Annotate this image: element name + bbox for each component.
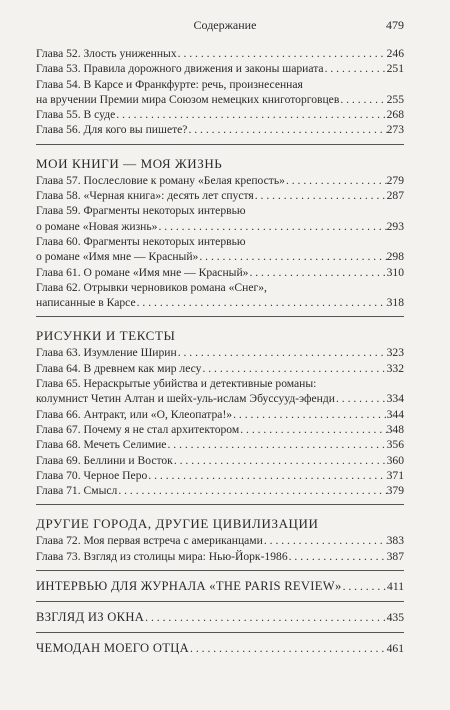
dot-leader [288, 549, 387, 564]
toc-entry-page: 246 [386, 47, 404, 60]
toc-entry [36, 391, 404, 406]
toc-entry-page: 255 [386, 92, 404, 106]
dot-leader [248, 265, 386, 280]
toc-entry [36, 107, 404, 122]
dot-leader [115, 107, 386, 122]
toc-entry [36, 173, 404, 188]
toc-entry-page: 344 [386, 407, 404, 421]
major-entry-title: ИНТЕРВЬЮ ДЛЯ ЖУРНАЛА «THE PARIS REVIEW» [36, 579, 342, 594]
dot-leader [239, 422, 386, 437]
toc-entry-title: Глава 69. Беллини и Восток [36, 453, 173, 467]
dot-leader [285, 173, 387, 188]
page-number: 479 [386, 18, 404, 32]
section-divider [36, 570, 404, 571]
toc-entry-page: 273 [386, 123, 404, 137]
toc-entry-page: 360 [386, 453, 404, 467]
dot-leader [177, 46, 387, 61]
dot-leader [166, 437, 386, 452]
dot-leader [144, 609, 386, 627]
toc-entry-title: Глава 56. Для кого вы пишете? [36, 123, 188, 137]
toc-entry-page: 318 [386, 296, 404, 310]
toc-entry-page: 268 [386, 108, 404, 122]
toc-entry-title-cont: на вручении Премии мира Союзом немецких книготорговцев [36, 92, 340, 106]
toc-major-entry [36, 608, 404, 626]
dot-leader [339, 92, 386, 107]
toc-entry [36, 188, 404, 203]
toc-entry-title-cont: написанные в Карсе [36, 296, 136, 310]
toc-entry-title: Глава 72. Моя первая встреча с американцами [36, 534, 263, 548]
dot-leader [324, 61, 387, 76]
toc-entry-title: Глава 65. Нераскрытые убийства и детективные романы: [36, 377, 317, 391]
toc-entry-page: 371 [386, 468, 404, 482]
toc-entry-page: 387 [386, 549, 404, 563]
dot-leader [335, 391, 387, 406]
toc-entry [36, 295, 404, 310]
toc-entry-page: 323 [386, 346, 404, 360]
toc-entry-title: Глава 52. Злость униженных [36, 47, 177, 60]
major-entry-title: ЧЕМОДАН МОЕГО ОТЦА [36, 641, 190, 656]
dot-leader [173, 453, 387, 468]
running-title: Содержание [193, 18, 257, 32]
toc-entry-page: 298 [386, 250, 404, 264]
toc-entry [36, 61, 404, 76]
toc-entry [36, 468, 404, 483]
dot-leader [198, 249, 386, 264]
toc-entry [36, 46, 404, 61]
section-divider [36, 144, 404, 145]
toc-entry-title-cont: колумнист Четин Алтан и шейх-уль-ислам Эбуссууд-эфенди [36, 392, 335, 406]
section-divider [36, 504, 404, 505]
toc-entry [36, 361, 404, 376]
dot-leader [117, 483, 386, 498]
toc-major-entry [36, 577, 404, 595]
toc-entry [36, 533, 404, 548]
toc-entry-page: 348 [386, 422, 404, 436]
toc-entry [36, 219, 404, 234]
toc-entry-page: 293 [386, 219, 404, 233]
toc-entry-title: Глава 53. Правила дорожного движения и законы шариата [36, 62, 324, 76]
toc-entry [36, 92, 404, 107]
section-divider [36, 601, 404, 602]
toc-entry-page: 310 [386, 265, 404, 279]
toc-entry-title: Глава 55. В суде [36, 108, 116, 122]
dot-leader [147, 468, 386, 483]
section-title-other-cities: ДРУГИЕ ГОРОДА, ДРУГИЕ ЦИВИЛИЗАЦИИ [36, 516, 319, 532]
toc-entry [36, 549, 404, 564]
toc-entry-title: Глава 71. Смысл [36, 484, 118, 498]
major-entry-title: ВЗГЛЯД ИЗ ОКНА [36, 610, 145, 625]
toc-entry-title: Глава 68. Мечеть Селимие [36, 438, 167, 452]
section-title-drawings: РИСУНКИ И ТЕКСТЫ [36, 328, 176, 344]
running-header [0, 18, 450, 34]
toc-major-entry [36, 639, 404, 657]
dot-leader [254, 188, 387, 203]
dot-leader [189, 640, 387, 658]
dot-leader [136, 295, 387, 310]
toc-entry-title: Глава 73. Взгляд из столицы мира: Нью-Йорк-1986 [36, 549, 288, 563]
toc-entry-title: Глава 62. Отрывки черновиков романа «Снег», [36, 280, 267, 294]
toc-entry-title: Глава 54. В Карсе и Франкфурте: речь, произнесенная [36, 77, 303, 91]
toc-entry-title: Глава 63. Изумление Ширин [36, 346, 177, 360]
table-of-contents [36, 46, 404, 657]
dot-leader [157, 219, 386, 234]
toc-entry-title: Глава 66. Антракт, или «О, Клеопатра!» [36, 407, 233, 421]
toc-entry [36, 453, 404, 468]
major-entry-page: 435 [386, 611, 404, 625]
toc-entry-title-cont: о романе «Новая жизнь» [36, 219, 158, 233]
section-title-my-books: МОИ КНИГИ — МОЯ ЖИЗНЬ [36, 155, 223, 171]
section-divider [36, 632, 404, 633]
toc-entry [36, 407, 404, 422]
toc-entry [36, 265, 404, 280]
major-entry-page: 461 [386, 642, 404, 656]
toc-entry-page: 279 [386, 173, 404, 187]
toc-entry-page: 251 [386, 62, 404, 76]
major-entry-page: 411 [387, 580, 404, 594]
toc-entry-title-cont: о романе «Имя мне — Красный» [36, 250, 199, 264]
toc-entry [36, 483, 404, 498]
toc-entry-page: 287 [386, 189, 404, 203]
dot-leader [342, 578, 387, 596]
toc-entry-page: 332 [386, 361, 404, 375]
toc-entry [36, 437, 404, 452]
toc-entry-title: Глава 58. «Черная книга»: десять лет спустя [36, 189, 254, 203]
toc-entry [36, 122, 404, 137]
toc-entry-title: Глава 60. Фрагменты некоторых интервью [36, 234, 246, 248]
toc-entry [36, 249, 404, 264]
toc-entry-page: 379 [386, 484, 404, 498]
toc-entry-page: 356 [386, 438, 404, 452]
toc-entry-title: Глава 61. О романе «Имя мне — Красный» [36, 265, 249, 279]
dot-leader [187, 122, 386, 137]
toc-entry [36, 345, 404, 360]
dot-leader [263, 533, 387, 548]
toc-entry-title: Глава 57. Послесловие к роману «Белая крепость» [36, 173, 285, 187]
toc-entry-page: 334 [386, 392, 404, 406]
toc-entry [36, 422, 404, 437]
toc-entry-title: Глава 70. Черное Перо [36, 468, 148, 482]
dot-leader [177, 345, 387, 360]
dot-leader [232, 407, 387, 422]
section-divider [36, 316, 404, 317]
toc-entry-title: Глава 59. Фрагменты некоторых интервью [36, 204, 246, 218]
toc-entry-title: Глава 64. В древнем как мир лесу [36, 361, 202, 375]
dot-leader [201, 361, 386, 376]
toc-entry-title: Глава 67. Почему я не стал архитектором [36, 422, 240, 436]
toc-entry-page: 383 [386, 534, 404, 548]
